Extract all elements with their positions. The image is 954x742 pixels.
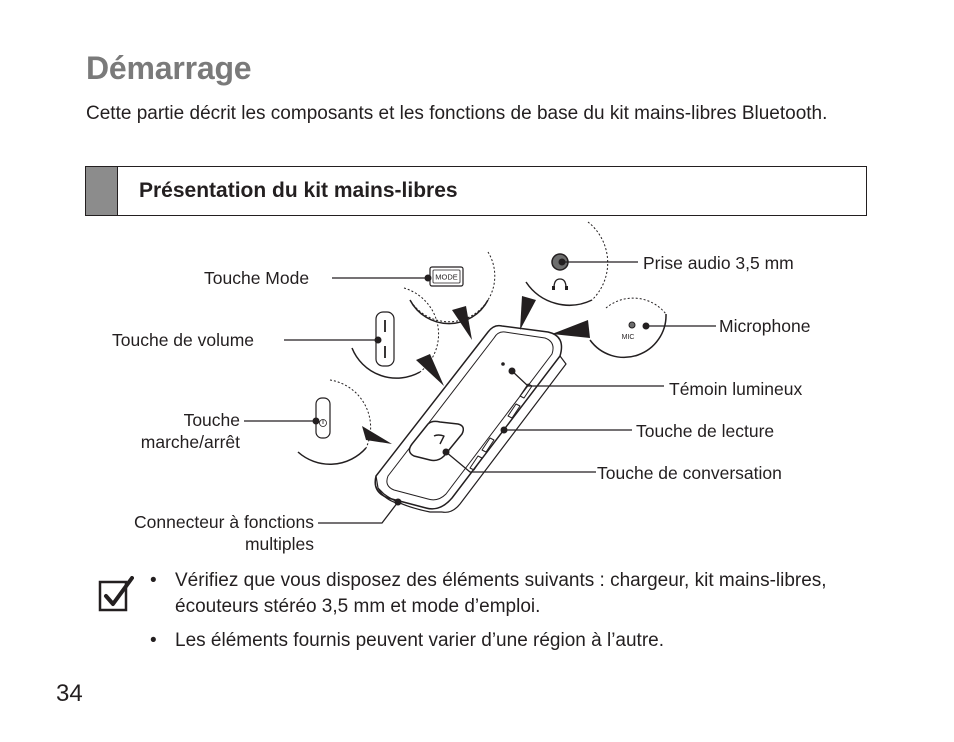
check-note-icon xyxy=(98,576,134,612)
label-power-line2: marche/arrêt xyxy=(140,432,240,452)
notes-list xyxy=(150,568,850,662)
note-text: Les éléments fournis peuvent varier d’une région à l’autre. xyxy=(175,630,665,651)
label-microphone: Microphone xyxy=(719,316,811,336)
bullet: • xyxy=(150,570,157,591)
bullet: • xyxy=(150,630,157,651)
page-title: Démarrage xyxy=(86,50,252,86)
section-header xyxy=(85,166,867,216)
mode-key-text: MODE xyxy=(435,272,458,282)
list-item xyxy=(150,628,850,654)
label-connector-line2: multiples xyxy=(244,534,314,554)
label-power-button xyxy=(110,409,240,453)
headset-device xyxy=(375,326,566,513)
intro-paragraph: Cette partie décrit les composants et les fonctions de base du kit mains-libres Bluetooth. xyxy=(86,103,828,124)
note-text: Vérifiez que vous disposez des éléments suivants : chargeur, kit mains-libres, écouteurs stéréo 3,5 mm et mode d’emploi. xyxy=(175,570,827,617)
section-title: Présentation du kit mains-libres xyxy=(139,179,458,202)
label-power-line1: Touche xyxy=(183,410,240,430)
page-number: 34 xyxy=(56,680,83,707)
label-multi-connector xyxy=(90,511,314,555)
list-item xyxy=(150,568,850,620)
label-connector-line1: Connecteur à fonctions xyxy=(134,512,314,532)
power-button-callout xyxy=(298,380,392,464)
label-talk-button: Touche de conversation xyxy=(597,463,782,483)
label-indicator-light: Témoin lumineux xyxy=(669,379,803,399)
label-play-button: Touche de lecture xyxy=(636,421,775,441)
volume-button-callout xyxy=(352,288,444,386)
mode-button-callout xyxy=(410,252,495,340)
audio-jack-callout xyxy=(520,222,608,330)
label-audio-jack: Prise audio 3,5 mm xyxy=(643,253,794,273)
section-tab-marker xyxy=(86,167,118,215)
mic-text: MIC xyxy=(621,334,635,341)
label-volume-button: Touche de volume xyxy=(112,330,255,350)
label-mode-button: Touche Mode xyxy=(204,268,310,288)
